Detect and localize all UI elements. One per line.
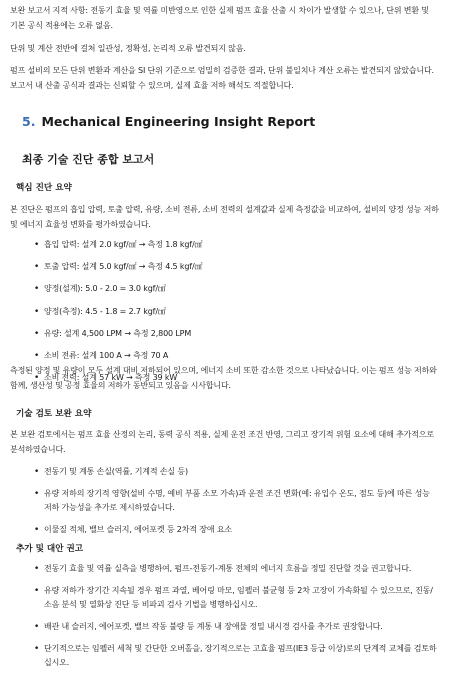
list-item: • 양정(설계): 5.0 - 2.0 = 3.0 kgf/㎠ — [34, 284, 166, 295]
bullet-icon: • — [34, 586, 40, 596]
list-item: • 유량 저하가 장기간 지속될 경우 펌프 과열, 베어링 마모, 임펠러 불균형 등 2차 고장이 가속화될 수 있으므로, 진동/소음 분석 및 열화상 진단 등 비파괴 검사 기법을 병행하십시오. — [34, 586, 433, 609]
section-number: 5. — [22, 114, 36, 129]
list-item: • 소비 전류: 설계 100 A → 측정 70 A — [34, 350, 169, 361]
bullet-icon: • — [34, 644, 40, 654]
bullet-icon: • — [34, 328, 40, 339]
bullet-icon: • — [34, 350, 40, 361]
list-item: • 전동기 및 계통 손실(역률, 기계적 손실 등) — [34, 467, 188, 477]
list-item: • 양정(측정): 4.5 - 1.8 = 2.7 kgf/㎠ — [34, 306, 166, 317]
intro-paragraph-1: 보완 보고서 지적 사항: 전동기 효율 및 역률 미반영으로 인한 실제 펌프 효율 산출 시 차이가 발생할 수 있으나, 단위 변환 및 기본 공식 적용에는 오류 없음. — [10, 6, 429, 30]
report-title: 최종 기술 진단 종합 보고서 — [22, 153, 155, 166]
bullet-icon: • — [34, 373, 40, 384]
summary-conclusion: 측정된 양정 및 유량이 모두 설계 대비 저하되어 있으며, 에너지 소비 또한 감소한 것으로 나타났습니다. 이는 펌프 성능 저하와 함께, 생산성 및 공정 효율의 저하가 동반되고 있음을 시사합니다. — [10, 366, 437, 390]
list-item: • 소비 전력: 설계 57 kW → 측정 39 kW — [34, 373, 178, 384]
intro-paragraph-3: 펌프 설비의 모든 단위 변환과 계산을 SI 단위 기준으로 엄밀히 검증한 결과, 단위 불일치나 계산 오류는 발견되지 않았습니다. 보고서 내 산출 공식과 결과는 신뢰할 수 있으며, 실제 효율 저하 해석도 적절합니다. — [10, 66, 434, 90]
intro-paragraph-2: 단위 및 계산 전반에 걸쳐 일관성, 정확성, 논리적 오류 발견되지 않음. — [10, 44, 246, 53]
section-heading — [22, 114, 315, 129]
list-item: • 단기적으로는 임펠러 세척 및 간단한 오버홀을, 장기적으로는 고효율 펌프(IE3 등급 이상)로의 단계적 교체를 검토하십시오. — [34, 644, 437, 667]
list-item: • 배관 내 슬러지, 에어포켓, 밸브 작동 불량 등 계통 내 장애물 정밀 내시경 검사를 추가로 권장합니다. — [34, 622, 383, 632]
bullet-icon: • — [34, 240, 40, 250]
list-item: • 유량 저하의 장기적 영향(설비 수명, 예비 부품 소모 가속)과 운전 조건 변화(예: 유입수 온도, 점도 등)에 따른 성능 저하 가능성을 추가로 제시하였습니다. — [34, 489, 430, 512]
recommend-heading: 추가 및 대안 권고 — [16, 544, 84, 554]
bullet-icon: • — [34, 622, 40, 632]
review-list — [0, 465, 439, 545]
recommend-list — [0, 562, 439, 678]
summary-intro: 본 진단은 펌프의 흡입 압력, 토출 압력, 유량, 소비 전류, 소비 전력의 설계값과 실제 측정값을 비교하여, 설비의 양정 성능 저하 및 에너지 효율성 변화를 평가하였습니다. — [10, 205, 439, 229]
section-title: Mechanical Engineering Insight Report — [41, 114, 316, 129]
bullet-icon: • — [34, 467, 40, 477]
bullet-icon: • — [34, 284, 40, 295]
bullet-icon: • — [34, 525, 40, 535]
review-intro: 본 보완 검토에서는 펌프 효율 산정의 논리, 동력 공식 적용, 실제 운전 조건 반영, 그리고 장기적 위험 요소에 대해 추가적으로 분석하였습니다. — [10, 430, 434, 454]
review-heading: 기술 검토 보완 요약 — [16, 409, 92, 419]
list-item: • 유량: 설계 4,500 LPM → 측정 2,800 LPM — [34, 328, 192, 339]
bullet-icon: • — [34, 489, 40, 499]
list-item: • 흡입 압력: 설계 2.0 kgf/㎠ → 측정 1.8 kgf/㎠ — [34, 240, 203, 250]
bullet-icon: • — [34, 262, 40, 273]
bullet-icon: • — [34, 306, 40, 317]
list-item: • 토출 압력: 설계 5.0 kgf/㎠ → 측정 4.5 kgf/㎠ — [34, 262, 203, 273]
list-item: • 전동기 효율 및 역률 실측을 병행하여, 펌프-전동기-계통 전체의 에너지 흐름을 정밀 진단할 것을 권고합니다. — [34, 564, 412, 574]
summary-heading: 핵심 진단 요약 — [16, 183, 72, 193]
bullet-icon: • — [34, 564, 40, 574]
list-item: • 이물질 적체, 밸브 슬러지, 에어포켓 등 2차적 장애 요소 — [34, 525, 233, 535]
